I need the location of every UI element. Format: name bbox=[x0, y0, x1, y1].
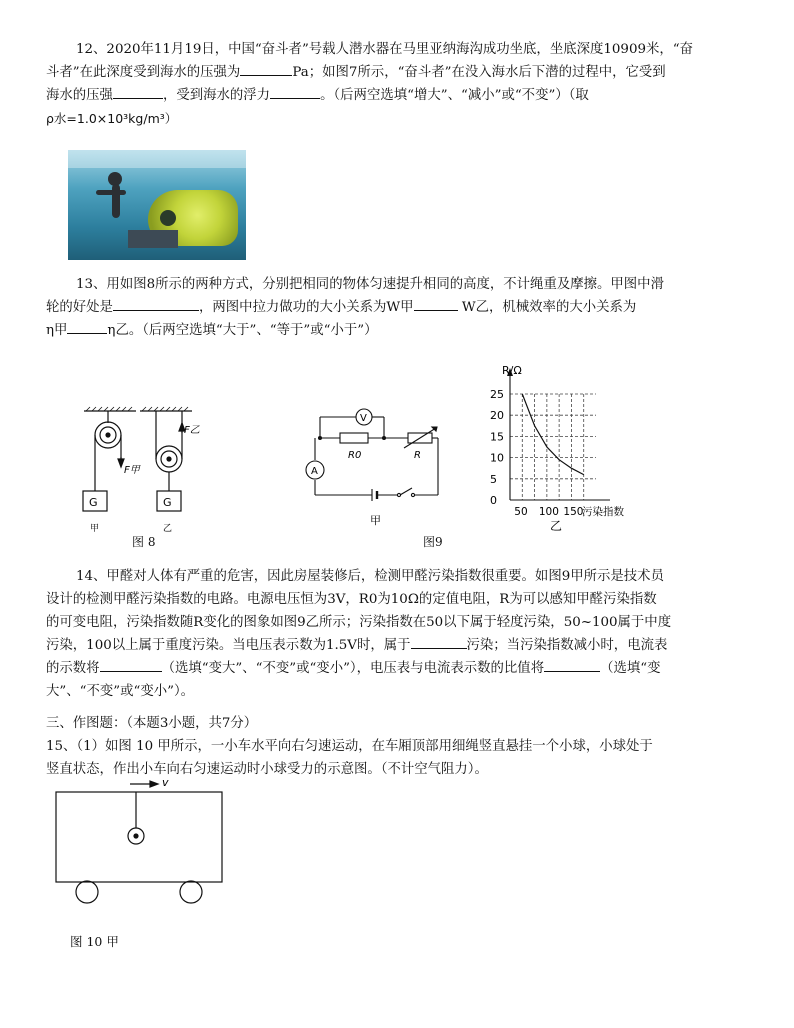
answer-blank[interactable] bbox=[113, 84, 163, 99]
answer-blank[interactable] bbox=[411, 634, 467, 649]
answer-blank[interactable] bbox=[270, 84, 320, 99]
figure-sublabel: 乙 bbox=[163, 524, 173, 534]
q14-line6: 大”、“不变”或“变小”）。 bbox=[46, 684, 195, 699]
figure-caption: 图 8 bbox=[132, 535, 156, 549]
q13-line3 bbox=[46, 319, 752, 342]
submarine-photo bbox=[68, 150, 246, 260]
figure-sublabel: 甲 bbox=[90, 524, 100, 534]
q12-line1: 12、2020年11月19日，中国“奋斗者”号载人潜水器在马里亚纳海沟成功坐底，坐底深度10909米，“奋 bbox=[76, 42, 693, 57]
q15-line1: 15、（1）如图 10 甲所示，一小车水平向右匀速运动，在车厢顶部用细绳竖直悬挂一个小球，小球处于 bbox=[46, 739, 653, 754]
voltmeter-label: V bbox=[360, 413, 367, 424]
figure-sublabel: 甲 bbox=[370, 514, 381, 527]
q14-line4 bbox=[46, 634, 752, 657]
q13-text: η甲 bbox=[46, 323, 68, 338]
resistor-r0 bbox=[340, 433, 368, 443]
q14-text: 污染；当污染指数减小时，电流表 bbox=[466, 638, 668, 653]
q14-text: （选填“变 bbox=[600, 661, 661, 676]
y-tick-label: 15 bbox=[490, 430, 504, 444]
y-tick-label: 20 bbox=[490, 409, 504, 423]
resistance-chart bbox=[476, 362, 646, 532]
switch-icon bbox=[400, 488, 412, 495]
q12-text: 斗者”在此深度受到海水的压强为 bbox=[46, 65, 241, 80]
y-tick-label: 10 bbox=[490, 451, 504, 465]
wheel-icon bbox=[180, 881, 202, 903]
series-line bbox=[522, 394, 583, 475]
circuit-diagram bbox=[300, 400, 450, 530]
q14-line1: 14、甲醛对人体有严重的危害，因此房屋装修后，检测甲醛污染指数很重要。如图9甲所示是技术员 bbox=[76, 569, 664, 584]
figure-caption: 图 10 甲 bbox=[70, 934, 119, 949]
y-axis-label: R/Ω bbox=[502, 364, 522, 377]
weight-label: G bbox=[89, 496, 98, 509]
r0-label: R0 bbox=[348, 450, 362, 461]
ammeter-label: A bbox=[311, 466, 318, 477]
q14-line3: 的可变电阻，污染指数随R变化的图象如图9乙所示；污染指数在50以下属于轻度污染，50~100属于中度 bbox=[46, 615, 672, 630]
q14-line5 bbox=[46, 657, 752, 680]
q13-text: W乙，机械效率的大小关系为 bbox=[461, 300, 637, 315]
figure-sublabel: 乙 bbox=[550, 519, 563, 532]
q13-line2 bbox=[46, 296, 752, 319]
x-tick-label: 50 bbox=[514, 506, 528, 518]
answer-blank[interactable] bbox=[240, 61, 292, 76]
q12-text: ，受到海水的浮力 bbox=[162, 88, 271, 103]
q12-line3 bbox=[46, 84, 752, 107]
force-label: F乙 bbox=[184, 425, 200, 436]
section-heading: 三、作图题：（本题3小题，共7分） bbox=[46, 716, 258, 731]
cart-body bbox=[56, 792, 222, 882]
q14-line2: 设计的检测甲醛污染指数的电路。电源电压恒为3V，R0为10Ω的定值电阻，R为可以感知甲醛污染指数 bbox=[46, 592, 657, 607]
y-tick-label: 25 bbox=[490, 388, 504, 401]
pulley-figure bbox=[70, 395, 230, 555]
x-tick-label: 150 bbox=[563, 506, 584, 518]
answer-blank[interactable] bbox=[544, 657, 600, 672]
answer-blank[interactable] bbox=[67, 319, 107, 334]
q12-line2 bbox=[46, 61, 752, 84]
weight-label: G bbox=[163, 496, 172, 509]
q13-text: η乙。（后两空选填“大于”、“等于”或“小于”） bbox=[107, 323, 378, 338]
velocity-label: v bbox=[162, 776, 169, 789]
wheel-icon bbox=[76, 881, 98, 903]
figure-caption: 图9 bbox=[423, 535, 443, 549]
q14-text: 污染，100以上属于重度污染。当电压表示数为1.5V时，属于 bbox=[46, 638, 411, 653]
answer-blank[interactable] bbox=[100, 657, 162, 672]
q14-text: 的示数将 bbox=[46, 661, 100, 676]
q12-text: Pa；如图7所示，“奋斗者”在没入海水后下潜的过程中，它受到 bbox=[292, 65, 666, 80]
cart-figure bbox=[50, 770, 230, 910]
answer-blank[interactable] bbox=[414, 296, 458, 311]
q14-text: （选填“变大”、“不变”或“变小”），电压表与电流表示数的比值将 bbox=[161, 661, 545, 676]
q13-text: 轮的好处是 bbox=[46, 300, 113, 315]
y-tick-label: 0 bbox=[490, 494, 497, 507]
x-axis-label: 污染指数 bbox=[582, 506, 624, 518]
q13-text: ，两图中拉力做功的大小关系为W甲 bbox=[198, 300, 414, 315]
force-label: F甲 bbox=[124, 465, 140, 476]
y-tick-label: 5 bbox=[490, 472, 497, 486]
x-tick-label: 100 bbox=[538, 506, 559, 518]
rho-formula: ρ水=1.0×10³kg/m³） bbox=[46, 111, 178, 126]
r-label: R bbox=[414, 450, 421, 461]
q13-line1: 13、用如图8所示的两种方式，分别把相同的物体匀速提升相同的高度，不计绳重及摩擦。甲图中滑 bbox=[76, 277, 664, 292]
q12-text: 。（后两空选填“增大”、“减小”或“不变”）（取 bbox=[320, 88, 589, 103]
answer-blank[interactable] bbox=[113, 296, 199, 311]
q15-line2: 竖直状态，作出小车向右匀速运动时小球受力的示意图。（不计空气阻力）。 bbox=[46, 762, 488, 777]
q12-text: 海水的压强 bbox=[46, 88, 113, 103]
